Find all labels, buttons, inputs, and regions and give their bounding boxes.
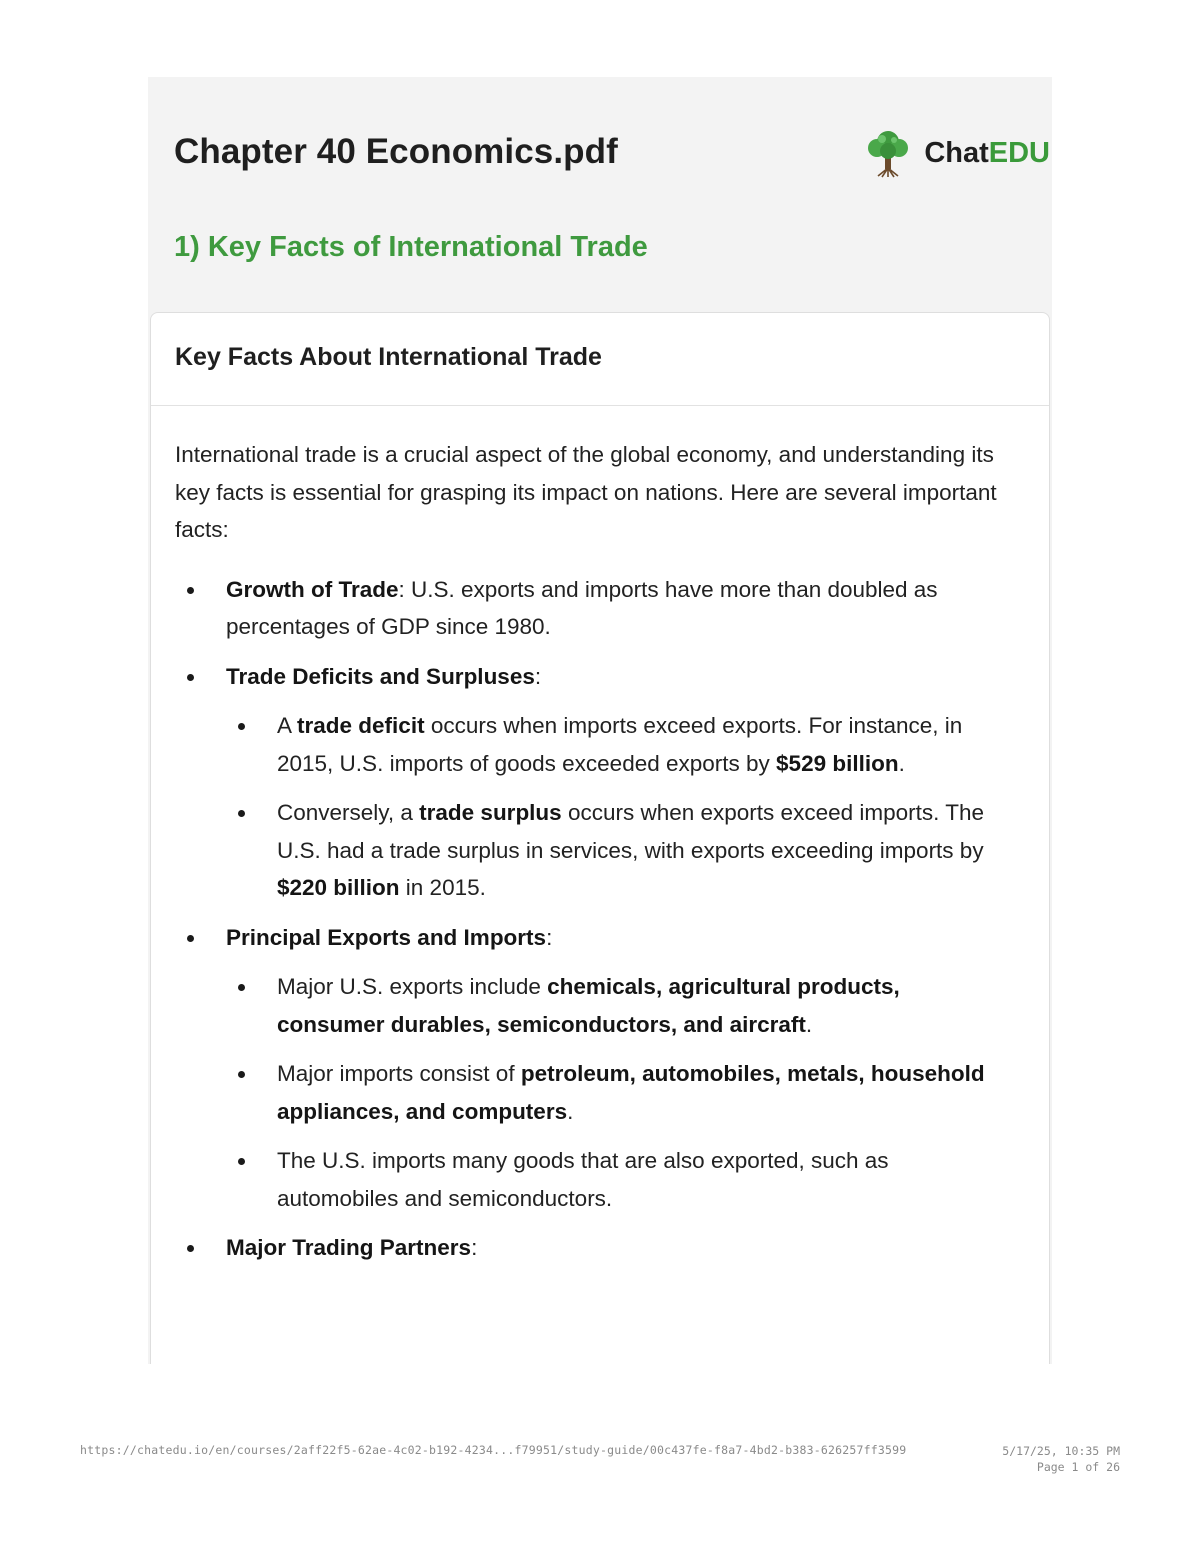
bullet-icon (187, 935, 194, 942)
document-title: Chapter 40 Economics.pdf (174, 132, 618, 171)
brand-name (924, 137, 1050, 170)
text: occurs when imports exceed exports. For instance, in 2015, U.S. imports of goods exceeded exports by (277, 713, 963, 776)
card-header (151, 313, 1049, 406)
list-item-principal (175, 919, 1009, 1218)
amount-surplus: $220 billion (277, 875, 400, 900)
text: . (898, 750, 905, 776)
deficits-sublist (226, 707, 1009, 907)
tree-icon (862, 127, 914, 179)
term-trade-deficit: trade deficit (297, 713, 425, 738)
text-growth: : U.S. exports and imports have more than doubled as percentages of GDP since 1980. (226, 576, 938, 639)
text: A (277, 713, 298, 738)
sub-item-surplus (226, 794, 1009, 907)
footer-datetime: 5/17/25, 10:35 PM (1002, 1444, 1120, 1458)
study-card (150, 312, 1050, 1364)
imports-list: petroleum, automobiles, metals, household appliances, and computers (277, 1061, 985, 1124)
section-title: 1) Key Facts of International Trade (174, 231, 648, 263)
brand-name-chat: Chat (924, 136, 989, 169)
text: occurs when exports exceed imports. The U.S. had a trade surplus in services, with exports exceeding imports by (277, 800, 984, 863)
footer-page-number: Page 1 of 26 (1036, 1460, 1120, 1474)
bullet-icon (238, 1158, 245, 1165)
document-page (148, 77, 1052, 1364)
brand-name-edu: EDU (988, 136, 1050, 169)
principal-sublist (226, 968, 1009, 1217)
colon: : (471, 1235, 478, 1260)
bullet-icon (238, 810, 245, 817)
term-trade-surplus: trade surplus (419, 800, 562, 825)
sub-item-both (226, 1142, 1009, 1217)
bullet-icon (187, 674, 194, 681)
intro-paragraph: International trade is a crucial aspect of the global economy, and understanding its key facts is essential for grasping its impact on nations. Here are several important facts: (175, 442, 997, 542)
sub-item-deficit (226, 707, 1009, 782)
bullet-icon (238, 1071, 245, 1078)
text: Major U.S. exports include (277, 974, 548, 999)
card-title: Key Facts About International Trade (175, 343, 602, 371)
bullet-icon (187, 1245, 194, 1252)
footer-meta (1002, 1443, 1120, 1475)
colon: : (534, 663, 542, 689)
colon: : (546, 924, 553, 950)
term-growth: Growth of Trade (226, 576, 399, 602)
sub-item-exports (226, 968, 1009, 1043)
term-partners: Major Trading Partners (226, 1235, 472, 1260)
text: Major imports consist of (277, 1061, 521, 1086)
facts-list (175, 571, 1009, 1267)
bullet-icon (238, 984, 245, 991)
list-item-deficits (175, 658, 1009, 907)
bullet-icon (187, 587, 194, 594)
brand-logo-group (862, 127, 1050, 179)
term-deficits: Trade Deficits and Surpluses (226, 663, 535, 689)
amount-deficit: $529 billion (776, 750, 899, 776)
term-principal: Principal Exports and Imports (226, 924, 547, 950)
footer-url: https://chatedu.io/en/courses/2aff22f5-62ae-4c02-b192-4234...f79951/study-guide/00c437fe-f8a7-4bd2-b383-626257ff3599 (80, 1443, 907, 1457)
text: in 2015. (399, 875, 486, 900)
list-item-growth (175, 571, 1009, 646)
bullet-icon (238, 723, 245, 730)
text: The U.S. imports many goods that are also exported, such as automobiles and semiconductors. (277, 1148, 889, 1211)
text: . (805, 1011, 813, 1037)
text: . (567, 1098, 574, 1124)
card-body (151, 406, 1049, 1267)
list-item-partners (175, 1229, 1009, 1267)
exports-list: chemicals, agricultural products, consumer durables, semiconductors, and aircraft (277, 974, 900, 1037)
sub-item-imports (226, 1055, 1009, 1130)
text: Conversely, a (277, 800, 420, 825)
